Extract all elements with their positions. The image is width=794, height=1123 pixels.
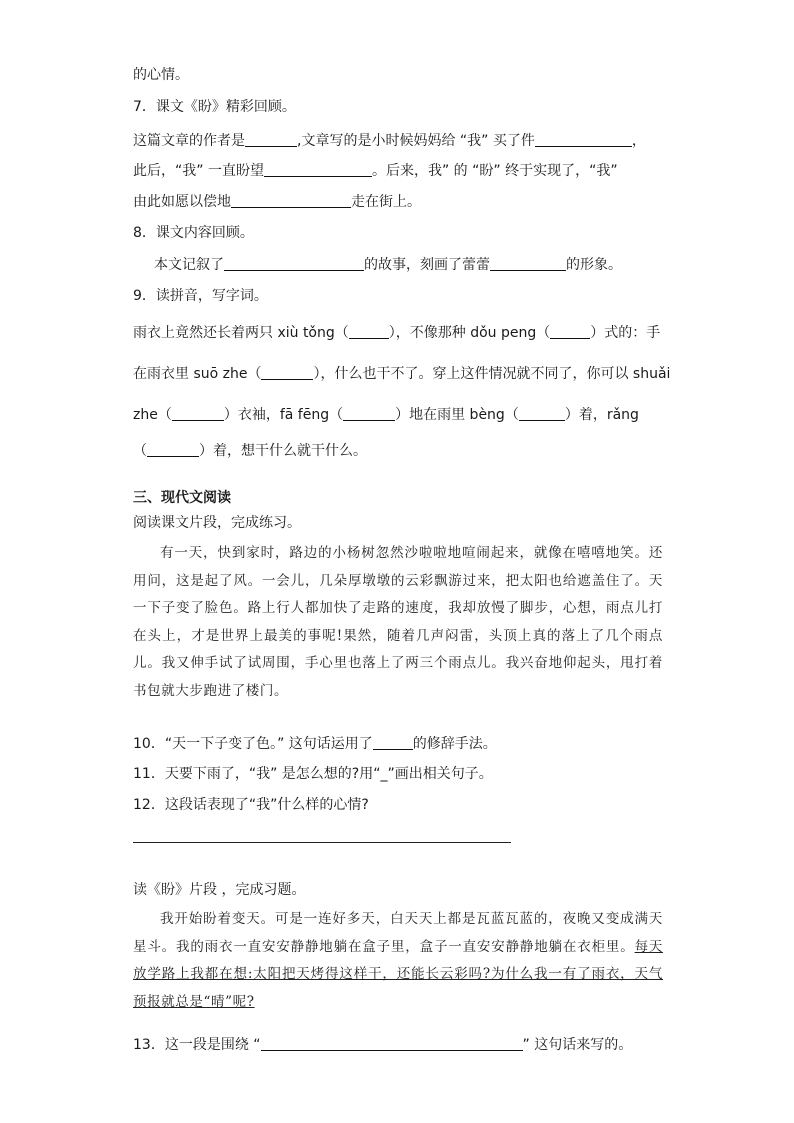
text: 走在街上。: [351, 194, 421, 210]
text: ），什么也干不了。穿上这件情况就不同了，你可以 shuǎi: [313, 366, 671, 382]
text: 11．天要下雨了，“我” 是怎么想的?用“_”画出相关句子。: [133, 766, 493, 782]
line-prev-ending: [133, 65, 189, 85]
q9-title: [133, 286, 268, 306]
text: ” 这句话来写的。: [522, 1037, 633, 1053]
text: 的心情。: [133, 67, 189, 83]
blank-manner[interactable]: [231, 193, 351, 208]
reading-passage-1: [133, 540, 663, 705]
text: ，: [631, 133, 646, 149]
text: 在雨衣里 suō zhe（: [133, 366, 262, 382]
blank-rhetoric[interactable]: [373, 735, 413, 750]
blank-story[interactable]: [224, 256, 364, 271]
answer-line-q12[interactable]: [133, 842, 511, 843]
reading-passage-2: [133, 906, 663, 1016]
q9-row-3: [133, 405, 639, 425]
blank-suozhe[interactable]: [261, 365, 313, 380]
blank-beng[interactable]: [519, 406, 565, 421]
blank-hope[interactable]: [264, 162, 372, 177]
text: ）着，rǎng: [564, 407, 639, 423]
section-intro: [133, 513, 301, 533]
passage-plain: 我开始盼着变天。可是一连好多天，白天天上都是瓦蓝瓦蓝的，夜晚又变成满天星斗。我的雨衣一直安安静静地躺在盒子里，盒子一直安安静静地躺在衣柜里。: [133, 911, 663, 955]
text: 8．课文内容回顾。: [133, 225, 254, 241]
text: 。后来，我” 的 “盼” 终于实现了，“我”: [371, 163, 618, 179]
text: 13．这一段是围绕 “: [133, 1037, 261, 1053]
blank-item[interactable]: [535, 132, 632, 147]
q9-row-2: [133, 364, 670, 384]
text: 7．课文《盼》精彩回顾。: [133, 99, 296, 115]
text: 10．“天一下子变了色。” 这句话运用了: [133, 736, 373, 752]
text: 此后，“我” 一直盼望: [133, 163, 264, 179]
text: zhe（: [133, 407, 172, 423]
passage-underlined: 每天放学路上我都在想:太阳把天烤得这样干，还能长云彩吗?为什么我一有了雨衣，天气预报就总是“晴”呢?: [133, 938, 664, 1010]
reading-2-intro: [133, 880, 305, 900]
q11: [133, 764, 493, 784]
passage-text: [133, 906, 663, 1016]
blank-doupeng[interactable]: [550, 324, 590, 339]
q7-line-1: [133, 131, 646, 151]
text: ），不像那种 dǒu peng（: [388, 325, 551, 341]
text: 阅读课文片段，完成练习。: [133, 515, 301, 531]
blank-author[interactable]: [245, 132, 297, 147]
text: ）衣袖，fā fēng（: [223, 407, 344, 423]
text: 由此如愿以偿地: [133, 194, 231, 210]
q8-line: [154, 255, 622, 275]
text: 的形象。: [566, 257, 622, 273]
q12: [133, 795, 369, 815]
text: 的故事，刻画了蕾蕾: [364, 257, 490, 273]
text: 本文记叙了: [154, 257, 224, 273]
q7-title: [133, 97, 296, 117]
text: 雨衣上竟然还长着两只 xiù tǒng（: [133, 325, 349, 341]
blank-fafeng[interactable]: [343, 406, 395, 421]
text: （: [133, 443, 147, 459]
q10: [133, 734, 497, 754]
text: 读《盼》片段 ，完成习题。: [133, 882, 306, 898]
text: 这篇文章的作者是: [133, 133, 245, 149]
section-heading: [133, 488, 231, 508]
text: 的修辞手法。: [412, 736, 497, 752]
text: ）式的：手: [590, 325, 661, 341]
text: 12．这段话表现了“我”什么样的心情?: [133, 797, 369, 813]
blank-shuaizhe[interactable]: [172, 406, 224, 421]
text: ）地在雨里 bèng（: [395, 407, 519, 423]
text: ,文章写的是小时候妈妈给 “我” 买了件: [297, 133, 535, 149]
q8-title: [133, 223, 254, 243]
blank-image[interactable]: [490, 256, 566, 271]
blank-topic-sentence[interactable]: [261, 1036, 523, 1051]
text: 9．读拼音，写字词。: [133, 288, 268, 304]
q9-row-1: [133, 323, 660, 343]
q7-line-3: [133, 192, 421, 212]
q7-line-2: [133, 161, 618, 181]
q9-row-4: [133, 441, 367, 461]
text: 三、现代文阅读: [133, 490, 231, 506]
q13: [133, 1035, 632, 1055]
blank-xiutong[interactable]: [349, 324, 389, 339]
blank-rang[interactable]: [147, 442, 199, 457]
passage-text: 有一天，快到家时，路边的小杨树忽然沙啦啦地喧闹起来，就像在嘻嘻地笑。还用问，这是起了风。一会儿，几朵厚墩墩的云彩飘游过来，把太阳也给遮盖住了。天一下子变了脸色。路上行人都加快了走路的速度，我却放慢了脚步，心想，雨点儿打在头上，才是世界上最美的事呢!果然，随着几声闷雷，头顶上真的落上了几个雨点儿。我又伸手试了试周围，手心里也落上了两三个雨点儿。我兴奋地仰起头，甩打着书包就大步跑进了楼门。: [133, 545, 663, 699]
text: ）着，想干什么就干什么。: [199, 443, 367, 459]
